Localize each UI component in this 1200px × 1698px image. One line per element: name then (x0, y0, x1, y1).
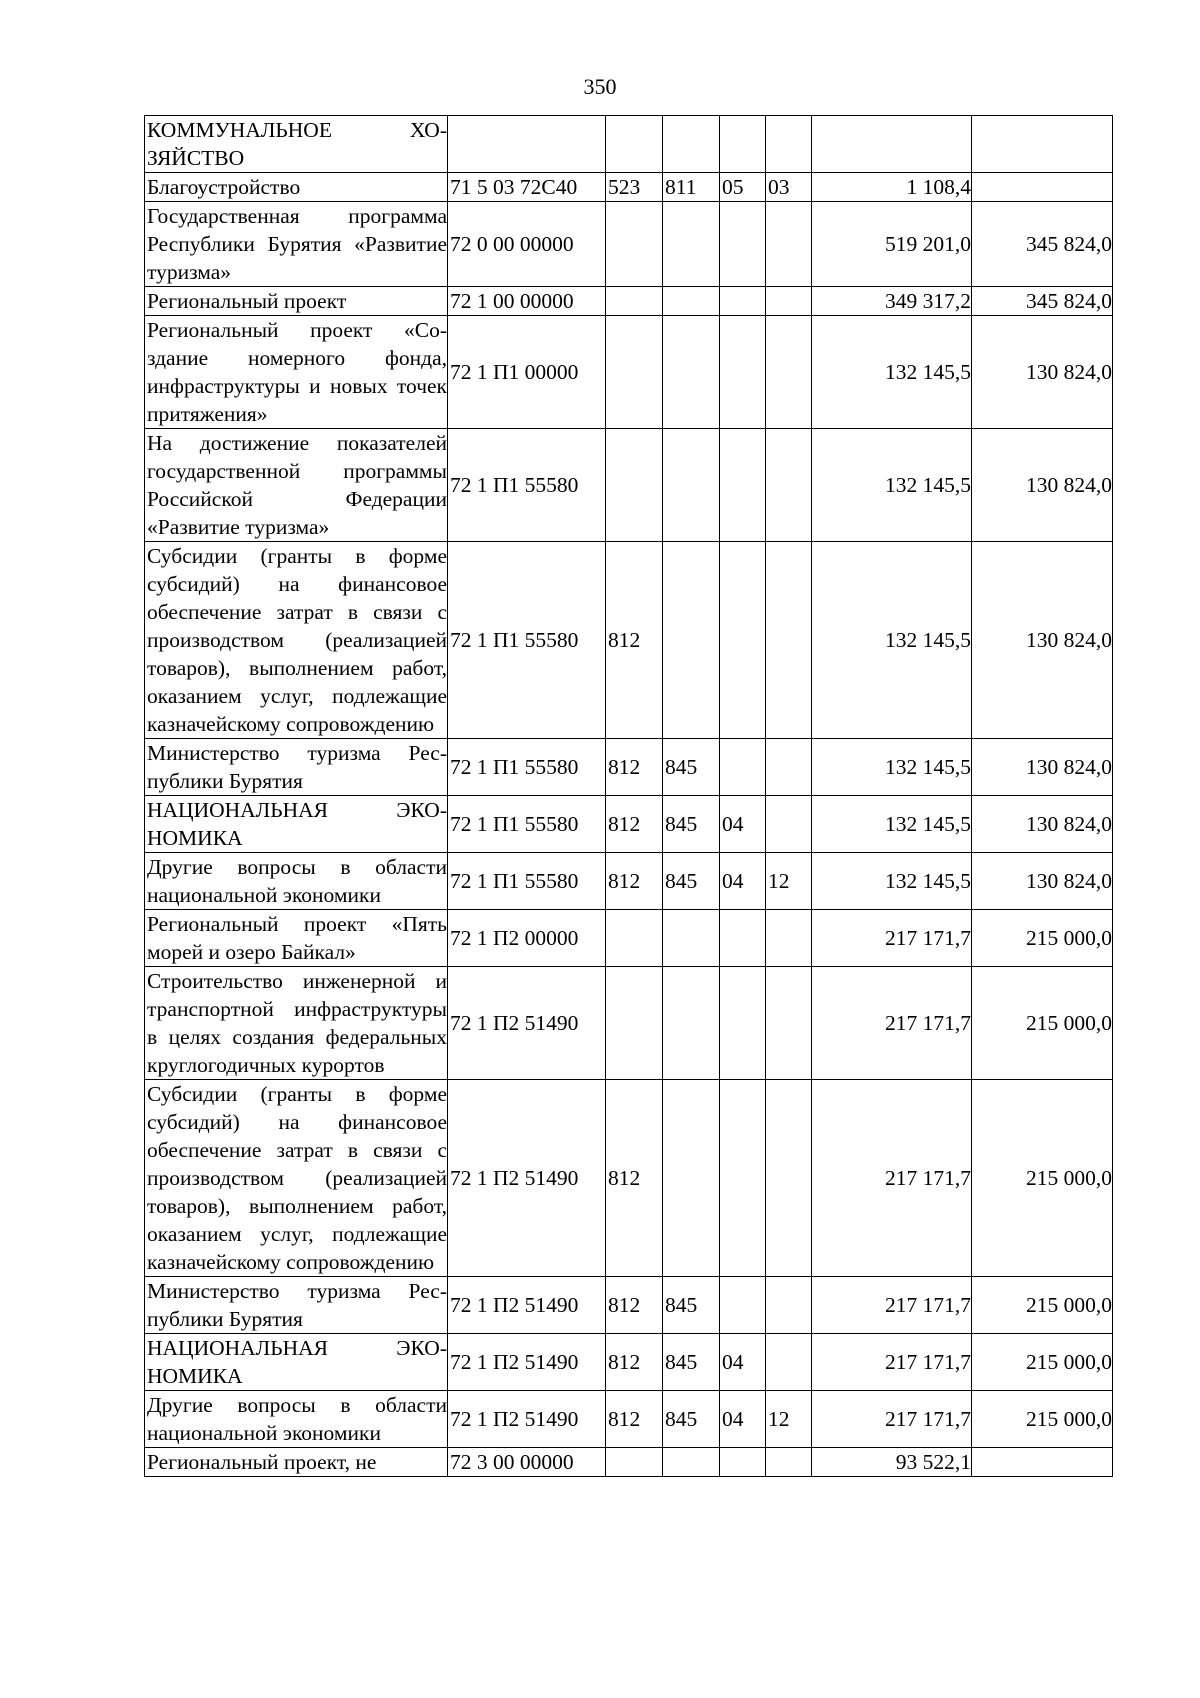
row-value-2-cell: 345 824,0 (972, 287, 1113, 316)
row-value-2-cell: 345 824,0 (972, 202, 1113, 287)
row-col-d-cell: 12 (766, 853, 812, 910)
row-name-cell: НАЦИОНАЛЬНАЯ ЭКОНОМИКА (145, 796, 448, 853)
row-col-b-cell (663, 1080, 720, 1277)
page-number: 350 (583, 74, 617, 99)
row-col-c-cell (720, 287, 766, 316)
row-col-d-cell: 12 (766, 1391, 812, 1448)
row-name-cell: Министерство туризма Республики Бурятия (145, 1277, 448, 1334)
row-col-d-cell (766, 287, 812, 316)
row-value-2-cell (972, 116, 1113, 173)
row-col-a-cell: 812 (606, 542, 663, 739)
table-row (145, 1334, 1113, 1391)
row-col-a-cell (606, 116, 663, 173)
row-name-cell: Региональный проект «Создание номерного фонда, инфраструктуры и новых точек притяжения» (145, 316, 448, 429)
table-row (145, 316, 1113, 429)
row-col-a-cell: 812 (606, 796, 663, 853)
row-col-a-cell (606, 910, 663, 967)
row-col-d-cell (766, 1448, 812, 1477)
row-col-a-cell (606, 316, 663, 429)
row-col-c-cell: 05 (720, 173, 766, 202)
row-col-b-cell: 845 (663, 1391, 720, 1448)
row-value-2-cell (972, 173, 1113, 202)
row-code-cell: 72 1 П1 00000 (448, 316, 606, 429)
row-col-a-cell: 812 (606, 1391, 663, 1448)
table-row (145, 429, 1113, 542)
row-code-cell: 72 3 00 00000 (448, 1448, 606, 1477)
row-name-cell: Региональный проект «Пять морей и озеро Байкал» (145, 910, 448, 967)
row-code-cell: 72 1 П1 55580 (448, 739, 606, 796)
row-value-1-cell: 217 171,7 (812, 1334, 972, 1391)
row-value-1-cell: 1 108,4 (812, 173, 972, 202)
row-col-d-cell (766, 739, 812, 796)
row-col-c-cell: 04 (720, 1334, 766, 1391)
table-row (145, 1448, 1113, 1477)
row-col-c-cell (720, 910, 766, 967)
row-code-cell: 72 1 00 00000 (448, 287, 606, 316)
row-col-c-cell (720, 116, 766, 173)
row-value-2-cell (972, 1448, 1113, 1477)
row-name-cell: Другие вопросы в области национальной экономики (145, 853, 448, 910)
row-value-1-cell (812, 116, 972, 173)
row-col-a-cell (606, 202, 663, 287)
table-row (145, 173, 1113, 202)
row-name-cell: Министерство туризма Республики Бурятия (145, 739, 448, 796)
table-row (145, 910, 1113, 967)
row-col-b-cell: 845 (663, 853, 720, 910)
row-col-a-cell (606, 967, 663, 1080)
table-row (145, 796, 1113, 853)
row-col-c-cell (720, 1277, 766, 1334)
row-col-d-cell (766, 1277, 812, 1334)
row-value-2-cell: 130 824,0 (972, 429, 1113, 542)
table-row (145, 1080, 1113, 1277)
row-col-d-cell (766, 910, 812, 967)
row-code-cell: 72 1 П1 55580 (448, 542, 606, 739)
row-col-b-cell (663, 116, 720, 173)
row-value-2-cell: 215 000,0 (972, 1277, 1113, 1334)
row-col-a-cell: 812 (606, 1277, 663, 1334)
row-col-c-cell (720, 967, 766, 1080)
row-value-2-cell: 215 000,0 (972, 1391, 1113, 1448)
row-col-c-cell: 04 (720, 796, 766, 853)
row-code-cell: 72 1 П2 00000 (448, 910, 606, 967)
row-value-1-cell: 349 317,2 (812, 287, 972, 316)
row-col-d-cell (766, 1080, 812, 1277)
row-code-cell: 72 0 00 00000 (448, 202, 606, 287)
row-code-cell (448, 116, 606, 173)
row-col-d-cell (766, 542, 812, 739)
row-name-cell: На достижение показателей государственной программы Российской Федерации «Развитие туризма» (145, 429, 448, 542)
row-value-1-cell: 217 171,7 (812, 1080, 972, 1277)
row-col-d-cell: 03 (766, 173, 812, 202)
row-value-1-cell: 132 145,5 (812, 542, 972, 739)
row-code-cell: 72 1 П2 51490 (448, 1391, 606, 1448)
table-row (145, 287, 1113, 316)
table-row (145, 202, 1113, 287)
row-col-d-cell (766, 429, 812, 542)
row-name-cell: Другие вопросы в области национальной экономики (145, 1391, 448, 1448)
row-col-a-cell: 812 (606, 853, 663, 910)
row-value-1-cell: 93 522,1 (812, 1448, 972, 1477)
row-name-cell: Субсидии (гранты в форме субсидий) на финансовое обеспечение затрат в связи с производством (реализацией товаров), выполнением работ, оказанием услуг, подлежащие казначейскому сопровождению (145, 1080, 448, 1277)
row-code-cell: 72 1 П2 51490 (448, 967, 606, 1080)
row-name-cell: Государственная программа Республики Бурятия «Развитие туризма» (145, 202, 448, 287)
row-col-b-cell: 811 (663, 173, 720, 202)
row-col-b-cell (663, 429, 720, 542)
row-col-b-cell (663, 202, 720, 287)
row-value-1-cell: 132 145,5 (812, 853, 972, 910)
row-col-d-cell (766, 116, 812, 173)
row-code-cell: 72 1 П2 51490 (448, 1334, 606, 1391)
row-col-b-cell (663, 542, 720, 739)
row-value-1-cell: 519 201,0 (812, 202, 972, 287)
row-col-d-cell (766, 1334, 812, 1391)
row-col-d-cell (766, 796, 812, 853)
row-col-a-cell: 523 (606, 173, 663, 202)
row-col-d-cell (766, 316, 812, 429)
row-col-c-cell: 04 (720, 1391, 766, 1448)
row-col-c-cell (720, 542, 766, 739)
row-col-b-cell: 845 (663, 1334, 720, 1391)
row-value-2-cell: 215 000,0 (972, 1080, 1113, 1277)
row-name-cell: Благоустройство (145, 173, 448, 202)
row-value-1-cell: 132 145,5 (812, 429, 972, 542)
row-name-cell: Субсидии (гранты в форме субсидий) на финансовое обеспечение затрат в связи с производством (реализацией товаров), выполнением работ, оказанием услуг, подлежащие казначейскому сопровождению (145, 542, 448, 739)
row-value-1-cell: 217 171,7 (812, 1391, 972, 1448)
row-value-1-cell: 217 171,7 (812, 967, 972, 1080)
row-col-d-cell (766, 202, 812, 287)
table-row (145, 739, 1113, 796)
budget-table (144, 115, 1113, 1477)
row-col-b-cell: 845 (663, 1277, 720, 1334)
row-col-a-cell: 812 (606, 739, 663, 796)
row-col-b-cell (663, 1448, 720, 1477)
row-col-a-cell: 812 (606, 1080, 663, 1277)
table-row (145, 967, 1113, 1080)
row-col-b-cell (663, 967, 720, 1080)
row-code-cell: 72 1 П2 51490 (448, 1080, 606, 1277)
row-col-c-cell: 04 (720, 853, 766, 910)
row-value-1-cell: 132 145,5 (812, 316, 972, 429)
table-row (145, 1277, 1113, 1334)
row-code-cell: 72 1 П1 55580 (448, 796, 606, 853)
row-value-1-cell: 132 145,5 (812, 796, 972, 853)
row-col-a-cell (606, 1448, 663, 1477)
row-value-2-cell: 130 824,0 (972, 853, 1113, 910)
row-code-cell: 72 1 П2 51490 (448, 1277, 606, 1334)
row-name-cell: Региональный проект (145, 287, 448, 316)
row-value-2-cell: 215 000,0 (972, 967, 1113, 1080)
row-value-1-cell: 217 171,7 (812, 1277, 972, 1334)
table-row (145, 853, 1113, 910)
row-name-cell: Региональный проект, не (145, 1448, 448, 1477)
row-code-cell: 72 1 П1 55580 (448, 429, 606, 542)
row-col-a-cell: 812 (606, 1334, 663, 1391)
row-col-d-cell (766, 967, 812, 1080)
row-col-b-cell: 845 (663, 796, 720, 853)
row-col-c-cell (720, 202, 766, 287)
row-name-cell: НАЦИОНАЛЬНАЯ ЭКОНОМИКА (145, 1334, 448, 1391)
row-col-c-cell (720, 316, 766, 429)
row-col-a-cell (606, 287, 663, 316)
row-value-2-cell: 130 824,0 (972, 542, 1113, 739)
row-name-cell: КОММУНАЛЬНОЕ ХОЗЯЙСТВО (145, 116, 448, 173)
row-col-b-cell: 845 (663, 739, 720, 796)
budget-table-body (145, 116, 1113, 1477)
row-value-2-cell: 130 824,0 (972, 739, 1113, 796)
row-col-c-cell (720, 1080, 766, 1277)
row-value-2-cell: 215 000,0 (972, 1334, 1113, 1391)
row-col-b-cell (663, 316, 720, 429)
row-col-c-cell (720, 1448, 766, 1477)
row-value-1-cell: 217 171,7 (812, 910, 972, 967)
row-col-a-cell (606, 429, 663, 542)
row-col-c-cell (720, 739, 766, 796)
row-value-1-cell: 132 145,5 (812, 739, 972, 796)
table-row (145, 542, 1113, 739)
row-value-2-cell: 130 824,0 (972, 796, 1113, 853)
row-value-2-cell: 215 000,0 (972, 910, 1113, 967)
row-code-cell: 71 5 03 72С40 (448, 173, 606, 202)
table-row (145, 116, 1113, 173)
row-name-cell: Строительство инженерной и транспортной инфраструктуры в целях создания федеральных круглогодичных курортов (145, 967, 448, 1080)
row-code-cell: 72 1 П1 55580 (448, 853, 606, 910)
table-row (145, 1391, 1113, 1448)
row-col-b-cell (663, 287, 720, 316)
row-value-2-cell: 130 824,0 (972, 316, 1113, 429)
row-col-c-cell (720, 429, 766, 542)
row-col-b-cell (663, 910, 720, 967)
